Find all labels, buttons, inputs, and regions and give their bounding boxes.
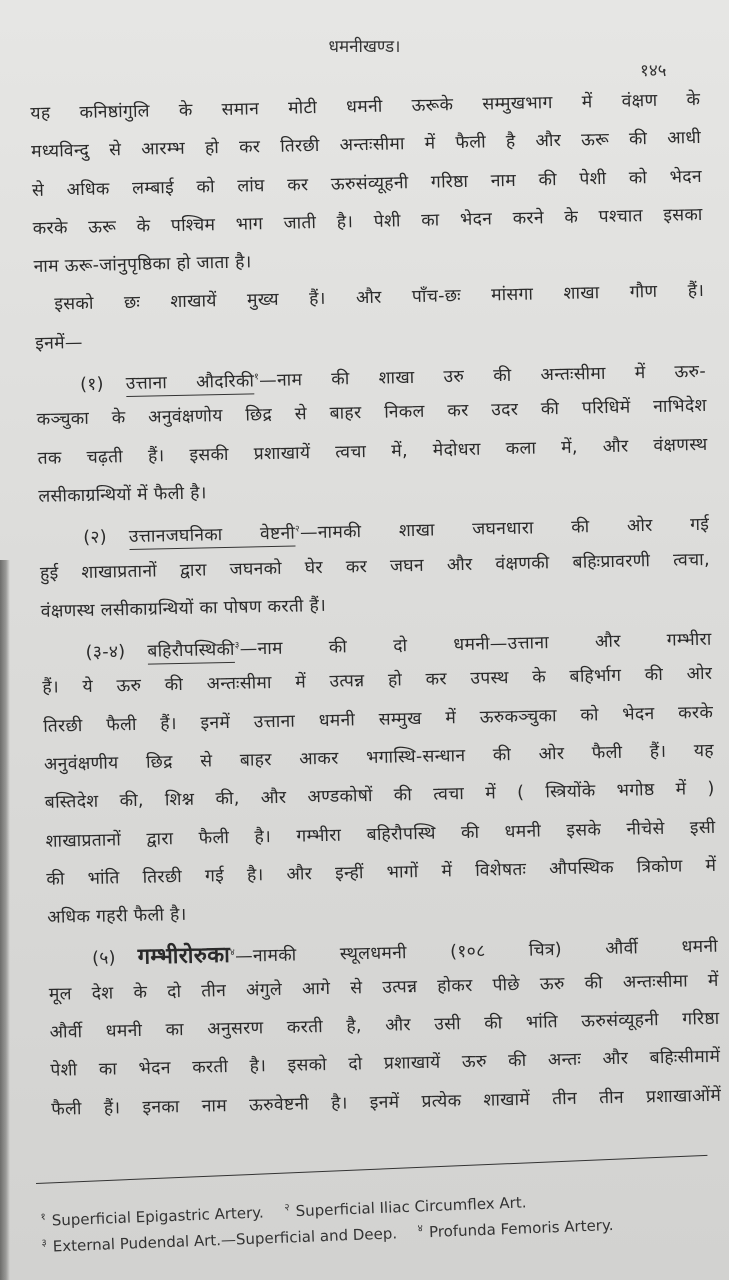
text-line: अधिक गहरी फैली है। — [47, 905, 187, 929]
text-line: हुई शाखाप्रतानों द्वारा जघनको घेर कर जघन और वंक्षणकी बहिःप्रावरणी त्वचा, — [39, 549, 711, 584]
footnote-text: External Pudendal Art.—Superficial and Deep. — [52, 1224, 398, 1256]
text-line: की भांति तिरछी गई है। और इन्हीं भागों में विशेषतः औपस्थिक त्रिकोण में — [46, 855, 717, 890]
text-line: वंक्षणस्थ लसीकाग्रन्थियों का पोषण करती हैं। — [40, 595, 327, 622]
footnote-ref: २ — [294, 524, 301, 535]
text-line: नाम ऊरू-जांनुपृष्ठिका हो जाता है। — [33, 252, 252, 278]
text-line: इसको छः शाखायें मुख्य हैं। और पाँच-छः मांसगा शाखा गौण हैं। — [54, 281, 705, 316]
text-line: तक चढ़ती हैं। इसकी प्रशाखायें त्वचा में, मेदोधरा कला में, और वंक्षणस्थ — [37, 434, 708, 469]
footnote-mark: २ — [284, 1202, 290, 1214]
spine-shadow — [0, 560, 10, 1280]
footnote-text: Superficial Epigastric Artery. — [51, 1203, 265, 1230]
text-line: शाखाप्रतानों द्वारा फैली है। गम्भीरा बहिरौपस्थि की धमनी इसके नीचेसे इसी — [45, 817, 716, 852]
text-line: फैली हैं। इनका नाम ऊरुवेष्टनी है। इनमें प्रत्येक शाखामें तीन तीन प्रशाखाओंमें — [51, 1085, 722, 1120]
footnote-ref: ४ — [229, 947, 236, 958]
body-text — [30, 81, 722, 1129]
text-line: मूल देश के दो तीन अंगुले आगे से उत्पन्न होकर पीछे ऊरु की अन्तःसीमा में — [48, 970, 719, 1005]
footnotes — [40, 1180, 702, 1257]
footnote-mark: १ — [40, 1211, 46, 1223]
text-line: यह कनिष्ठांगुलि के समान मोटी धमनी ऊरूके सम्मुखभाग में वंक्षण के — [30, 89, 701, 124]
running-header: धमनीखण्ड। — [328, 37, 401, 57]
text-line: तिरछी फैली हैं। इनमें उत्ताना धमनी सम्मुख में ऊरुकञ्चुका को भेदन करके — [43, 702, 714, 737]
page-number: १४५ — [640, 61, 667, 81]
footnote-ref: १ — [254, 372, 260, 383]
footnote-ref: ३ — [234, 640, 240, 651]
item-term: उत्ताना औदरिकी — [126, 371, 255, 397]
item-text: —नाम की शाखा उरु की अन्तःसीमा में ऊरु- — [258, 361, 707, 392]
text-line: अनुवंक्षणीय छिद्र से बाहर आकर भगास्थि-सन्धान की ओर फैली हैं। यह — [43, 740, 715, 775]
item-term: गम्भीरोरुका — [137, 942, 231, 970]
text-line: हैं। ये ऊरु की अन्तःसीमा में उत्पन्न हो कर उपस्थ के बहिर्भाग की ओर — [42, 664, 713, 699]
text-line: करके ऊरू के पश्चिम भाग जाती है। पेशी का भेदन करने के पश्चात इसका — [32, 204, 703, 239]
text-line: मध्यविन्दु से आरम्भ हो कर तिरछी अन्तःसीमा में फैली है और ऊरू की आधी — [30, 128, 702, 163]
item-number: (२) — [83, 527, 108, 549]
footnote-mark: ४ — [417, 1223, 424, 1235]
text-line: इनमें— — [35, 332, 83, 354]
footnote-mark: ३ — [41, 1237, 47, 1249]
footnote-divider — [36, 1155, 707, 1184]
text-line: से अधिक लम्बाई को लांघ कर ऊरुसंव्यूहनी गरिष्ठा नाम की पेशी को भेदन — [31, 166, 703, 201]
item-text: —नाम की दो धमनी—उत्ताना और गम्भीरा — [239, 629, 712, 660]
footnote-text: Superficial Iliac Circumflex Art. — [295, 1193, 527, 1221]
text-line: पेशी का भेदन करती है। इसको दो प्रशाखायें ऊरु की अन्तः और बहिःसीमामें — [50, 1047, 721, 1082]
item-number: (१) — [79, 374, 104, 395]
footnote-text: Profunda Femoris Artery. — [428, 1216, 614, 1242]
item-text: —नामकी शाखा जघनधारा की ओर गई — [299, 514, 710, 544]
text-line: कञ्चुका के अनुवंक्षणोय छिद्र से बाहर निकल कर उदर की परिधिमें नाभिदेश — [36, 396, 707, 431]
text-line: बस्तिदेश की, शिश्न की, और अण्डकोषों की त्वचा में ( स्त्रियोंके भगोष्ठ में ) — [44, 779, 715, 814]
item-term: बहिरौपस्थिकी — [147, 640, 235, 665]
text-line: लसीकाग्रन्थियों में फैली है। — [38, 483, 207, 507]
item-number: (५) — [91, 948, 116, 970]
item-text: —नामकी स्थूलधमनी (१०८ चित्र) और्वी धमनी — [234, 936, 719, 967]
item-term: उत्तानजघनिका वेष्टनी — [129, 524, 296, 550]
item-number: (३-४) — [85, 642, 126, 663]
text-line: और्वी धमनी का अनुसरण करती है, और उसी की भांति ऊरुसंव्यूहनी गरिष्ठा — [49, 1008, 720, 1043]
